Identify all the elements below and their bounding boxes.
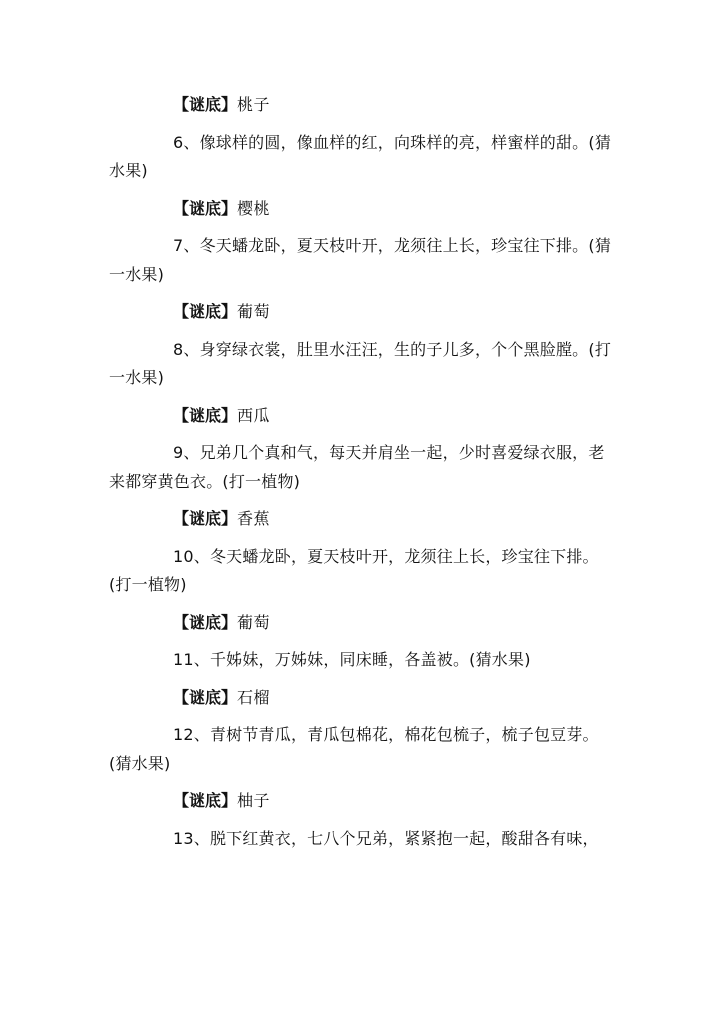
answer-text: 樱桃 bbox=[237, 198, 271, 218]
answer-text: 桃子 bbox=[237, 95, 271, 114]
answer-text: 葡萄 bbox=[237, 612, 271, 632]
answer-label: 【谜底】 bbox=[173, 95, 238, 114]
riddle-paragraph: 8、身穿绿衣裳，肚里水汪汪，生的子儿多，个个黑脸膛。(打一水果) bbox=[109, 339, 612, 387]
answer-text: 柚子 bbox=[237, 791, 271, 810]
riddle-paragraph: 10、冬天蟠龙卧，夏天枝叶开，龙须往上长，珍宝往下排。(打一植物) bbox=[109, 546, 599, 594]
answer-label: 【谜底】 bbox=[173, 302, 238, 321]
riddle-paragraph: 6、像球样的圆，像血样的红，向珠样的亮，样蜜样的甜。(猜水果) bbox=[109, 132, 612, 180]
answer-line bbox=[109, 505, 619, 534]
answer-line bbox=[109, 402, 619, 431]
answer-line bbox=[109, 684, 619, 713]
answer-line bbox=[109, 195, 619, 224]
answer-label: 【谜底】 bbox=[173, 509, 238, 528]
riddle-paragraph: 9、兄弟几个真和气，每天并肩坐一起，少时喜爱绿衣服，老来都穿黄色衣。(打一植物) bbox=[109, 443, 605, 491]
answer-label: 【谜底】 bbox=[173, 687, 238, 707]
answer-text: 石榴 bbox=[237, 687, 271, 707]
answer-line bbox=[109, 298, 619, 327]
riddle-paragraph: 11、千姊妹，万姊妹，同床睡，各盖被。(猜水果) bbox=[173, 650, 531, 669]
answer-label: 【谜底】 bbox=[173, 405, 238, 425]
answer-text: 香蕉 bbox=[237, 509, 271, 528]
answer-line bbox=[109, 91, 619, 120]
answer-label: 【谜底】 bbox=[173, 198, 238, 218]
answer-text: 葡萄 bbox=[237, 302, 271, 321]
document-body bbox=[109, 91, 619, 853]
answer-label: 【谜底】 bbox=[173, 612, 238, 632]
answer-line bbox=[109, 787, 619, 816]
answer-label: 【谜底】 bbox=[173, 791, 238, 810]
riddle-paragraph: 7、冬天蟠龙卧，夏天枝叶开，龙须往上长，珍宝往下排。(猜一水果) bbox=[109, 236, 612, 284]
riddle-paragraph: 13、脱下红黄衣，七八个兄弟，紧紧抱一起，酸甜各有味， bbox=[173, 828, 599, 848]
answer-text: 西瓜 bbox=[237, 405, 271, 425]
riddle-paragraph: 12、青树节青瓜，青瓜包棉花，棉花包梳子，梳子包豆芽。(猜水果) bbox=[109, 725, 599, 773]
answer-line bbox=[109, 609, 619, 638]
